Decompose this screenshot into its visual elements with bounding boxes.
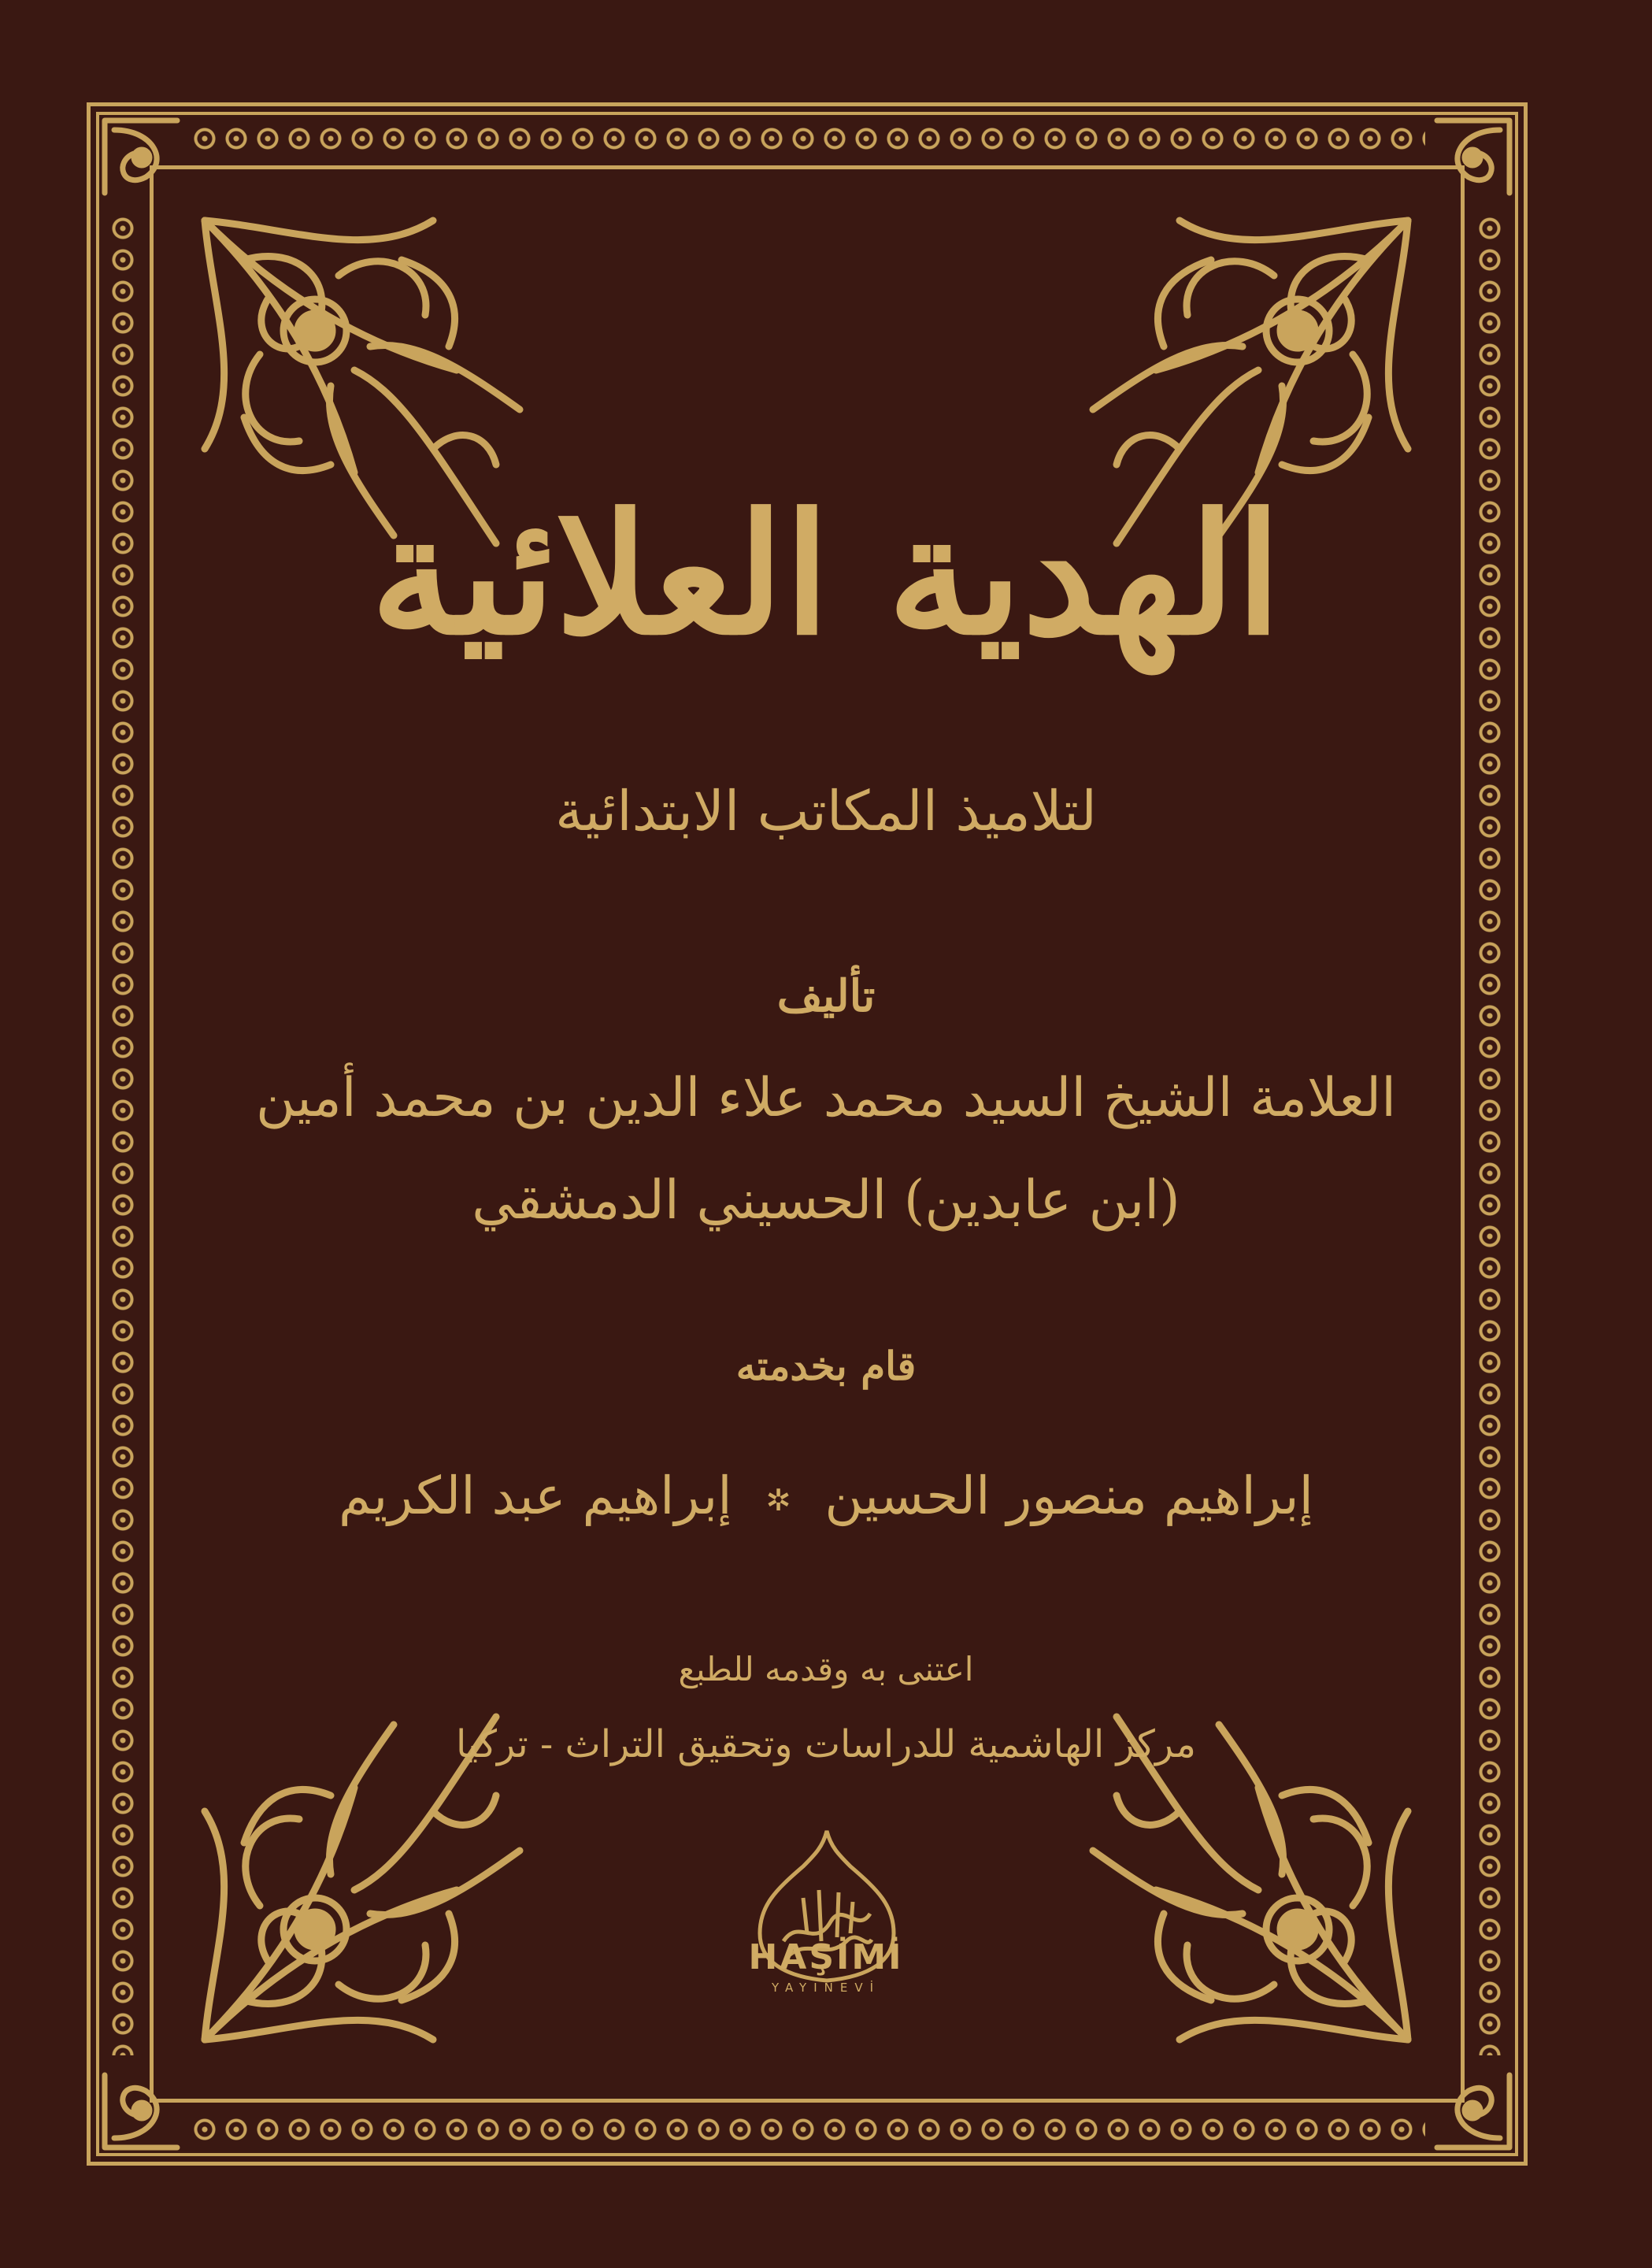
dome-calligraphy-logo-icon: [728, 1823, 925, 2028]
flower-separator-icon: ✲: [765, 1483, 791, 1518]
editors-line: [0, 1453, 1652, 1544]
book-title: الهدية العلائية: [370, 477, 1282, 672]
author-name-line-1: العلامة الشيخ السيد محمد علاء الدين بن محمد أمين: [255, 1067, 1397, 1129]
book-subtitle: لتلاميذ المكاتب الابتدائية: [555, 779, 1097, 843]
service-label: قام بخدمته: [735, 1343, 917, 1389]
publisher-center: مركز الهاشمية للدراسات وتحقيق التراث - تركيا: [455, 1722, 1197, 1766]
editor-name-2: إبراهيم عبد الكريم: [338, 1466, 732, 1526]
publisher-logo-name: HAŞİMİ: [748, 1937, 904, 1977]
corner-ornament-small-bottom-right: [1429, 2067, 1516, 2154]
author-name-line-2: (ابن عابدين) الحسيني الدمشقي: [472, 1169, 1180, 1232]
publisher-logo-tagline: YAYINEVİ: [771, 1981, 881, 1995]
corner-ornament-small-bottom-left: [98, 2067, 185, 2154]
authorship-label: تأليف: [776, 970, 876, 1022]
corner-ornament-small-top-left: [98, 114, 185, 201]
bottom-border-pattern: [189, 2109, 1425, 2150]
top-border-pattern: [189, 118, 1425, 159]
care-label: اعتنى به وقدمه للطبع: [678, 1650, 974, 1688]
editor-name-1: إبراهيم منصور الحسين: [824, 1466, 1314, 1526]
corner-ornament-small-top-right: [1429, 114, 1516, 201]
